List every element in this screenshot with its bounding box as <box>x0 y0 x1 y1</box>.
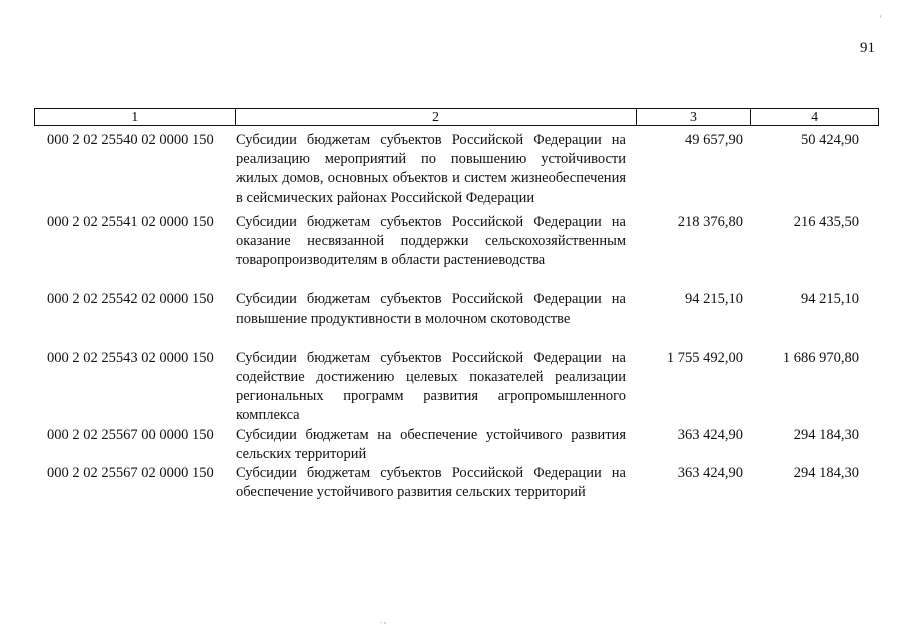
row-description: Субсидии бюджетам субъектов Российской Федерации на обеспечение устойчивого развития сельских территорий <box>236 465 626 501</box>
row-value-3: 49 657,90 <box>685 132 743 148</box>
row-value-4: 216 435,50 <box>793 213 859 230</box>
row-description: Субсидии бюджетам на обеспечение устойчивого развития сельских территорий <box>236 426 626 462</box>
row-description: Субсидии бюджетам субъектов Российской Федерации на реализацию мероприятий по повышению устойчивости жилых домов, основных объектов и систем жизнеобеспечения в сейсмических районах Российской Федерации <box>236 132 626 206</box>
header-col-3: 3 <box>636 109 751 125</box>
table-row <box>34 349 879 426</box>
row-value-3: 94 215,10 <box>685 291 743 308</box>
scan-speck-icon: ' <box>880 14 882 23</box>
row-value-3: 218 376,80 <box>677 213 743 230</box>
table-row <box>34 131 879 208</box>
row-description: Субсидии бюджетам субъектов Российской Федерации на повышение продуктивности в молочном скотоводстве <box>236 291 626 327</box>
row-code: 000 2 02 25540 02 0000 150 <box>47 132 214 148</box>
scan-speck-icon: . , <box>380 616 386 625</box>
header-col-1: 1 <box>131 110 139 125</box>
table-row <box>34 213 879 271</box>
row-value-3: 363 424,90 <box>677 426 743 443</box>
row-code: 000 2 02 25543 02 0000 150 <box>47 349 214 366</box>
row-value-3: 1 755 492,00 <box>666 349 743 366</box>
header-col-4: 4 <box>750 109 878 125</box>
table-row <box>34 290 879 328</box>
row-value-4: 50 424,90 <box>801 132 859 148</box>
row-code: 000 2 02 25542 02 0000 150 <box>47 291 214 308</box>
header-col-2: 2 <box>235 109 636 125</box>
page-number: 91 <box>860 40 875 56</box>
row-value-4: 94 215,10 <box>801 291 859 308</box>
row-code: 000 2 02 25567 00 0000 150 <box>47 426 214 443</box>
table-row <box>34 426 879 464</box>
row-value-4: 294 184,30 <box>793 426 859 443</box>
row-value-4: 294 184,30 <box>793 465 859 482</box>
row-value-3: 363 424,90 <box>677 465 743 482</box>
budget-table <box>34 108 879 502</box>
table-row <box>34 464 879 502</box>
row-code: 000 2 02 25541 02 0000 150 <box>47 213 214 230</box>
row-description: Субсидии бюджетам субъектов Российской Федерации на содействие достижению целевых показателей реализации региональных программ развития агропромышленного комплекса <box>236 349 626 424</box>
row-value-4: 1 686 970,80 <box>782 349 859 366</box>
row-code: 000 2 02 25567 02 0000 150 <box>47 465 214 482</box>
table-header-row <box>34 108 879 126</box>
row-description: Субсидии бюджетам субъектов Российской Федерации на оказание несвязанной поддержки сельскохозяйственным товаропроизводителям в области растениеводства <box>236 213 626 269</box>
